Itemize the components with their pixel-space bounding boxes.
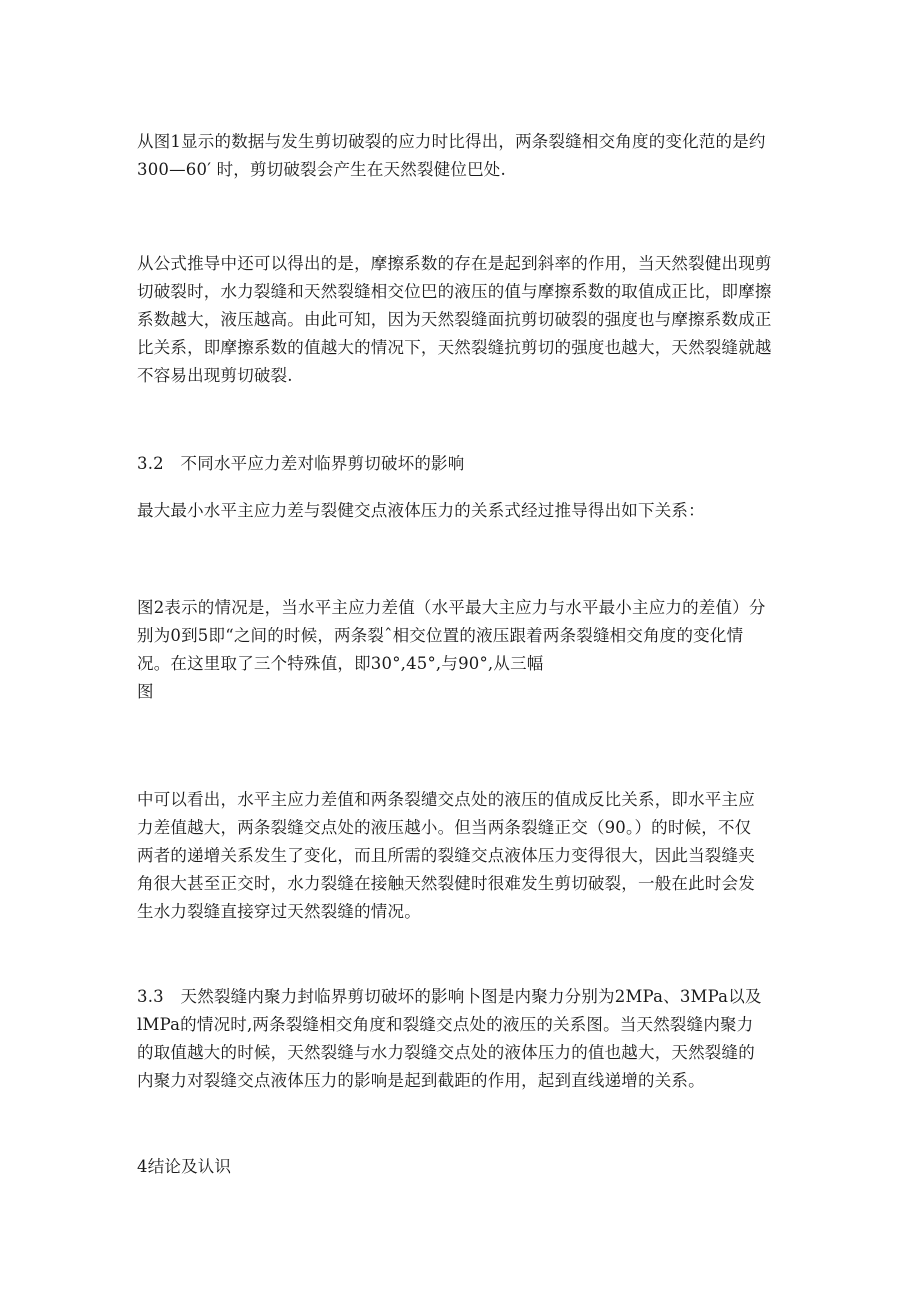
- paragraph-shear-angle-range: [137, 128, 787, 184]
- paragraph-stress-difference-intro: [137, 497, 787, 525]
- paragraph-inverse-relation: [137, 786, 787, 926]
- text-line: 力差值越大，两条裂缝交点处的液压越小。但当两条裂缝正交（90。）的时候，不仅: [137, 818, 752, 837]
- text-line: 生水力裂缝直接穿过天然裂缝的情况。: [137, 902, 421, 921]
- paragraph-friction-coefficient: [137, 250, 787, 390]
- text-line: 况。在这里取了三个特殊值，即30°,45°,与90°,从三幅: [137, 654, 544, 673]
- text-line: 中可以看出，水平主应力差值和两条裂缱交点处的液压的值成反比关系，即水平主应: [137, 790, 755, 809]
- text-line: 300—60′ 时，剪切破裂会产生在天然裂健位巴处.: [137, 160, 506, 179]
- text-line: lMPa的情况时,两条裂缝相交角度和裂缝交点处的液压的关系图。当天然裂缝内聚力: [137, 1015, 754, 1034]
- text-line: 两者的递增关系发生了变化，而且所需的裂缝交点液体压力变得很大，因此当裂缝夹: [137, 846, 755, 865]
- text-line: 图2表示的情况是，当水平主应力差值（水平最大主应力与水平最小主应力的差值）分: [137, 598, 766, 617]
- paragraph-figure-2-description: [137, 594, 787, 706]
- text-line: 比关系，即摩擦系数的值越大的情况下，天然裂缝抗剪切的强度也越大，天然裂缝就越: [137, 338, 772, 357]
- text-line: 内聚力对裂缝交点液体压力的影响是起到截距的作用，起到直线递增的关系。: [137, 1071, 705, 1090]
- text-line: 从图1显示的数据与发生剪切破裂的应力时比得出，两条裂缝相交角度的变化范的是约: [137, 132, 766, 151]
- text-line: 从公式推导中还可以得出的是，摩擦系数的存在是起到斜率的作用，当天然裂健出现剪: [137, 254, 772, 273]
- heading-text: 4结论及认识: [137, 1157, 232, 1176]
- text-line: 不容易出现剪切破裂.: [137, 366, 293, 385]
- text-line: 图: [137, 682, 154, 701]
- section-heading-4: [137, 1153, 787, 1181]
- text-line: 3.3 天然裂缝内聚力封临界剪切破坏的影响卜图是内聚力分别为2MPa、3MPa以及: [137, 987, 762, 1006]
- text-line: 最大最小水平主应力差与裂健交点液体压力的关系式经过推导得出如下关系：: [137, 501, 705, 520]
- text-line: 角很大甚至正交时，水力裂缝在接触天然裂健时很难发生剪切破裂，一般在此时会发: [137, 874, 755, 893]
- text-line: 别为0到5即“之间的时候，两条裂ˆ相交位置的液压跟着两条裂缝相交角度的变化情: [137, 626, 744, 645]
- heading-text: 3.2 不同水平应力差对临界剪切破坏的影响: [137, 454, 465, 473]
- section-heading-3-2: [137, 450, 787, 478]
- text-line: 切破裂时，水力裂缝和天然裂缝相交位巴的液压的值与摩擦系数的取值成正比，即摩擦: [137, 282, 772, 301]
- paragraph-section-3-3-cohesion: [137, 983, 787, 1095]
- text-line: 系数越大，液压越高。由此可知，因为天然裂缝面抗剪切破裂的强度也与摩擦系数成正: [137, 310, 772, 329]
- text-line: 的取值越大的时候，天然裂缝与水力裂缝交点处的液体压力的值也越大，天然裂缝的: [137, 1043, 755, 1062]
